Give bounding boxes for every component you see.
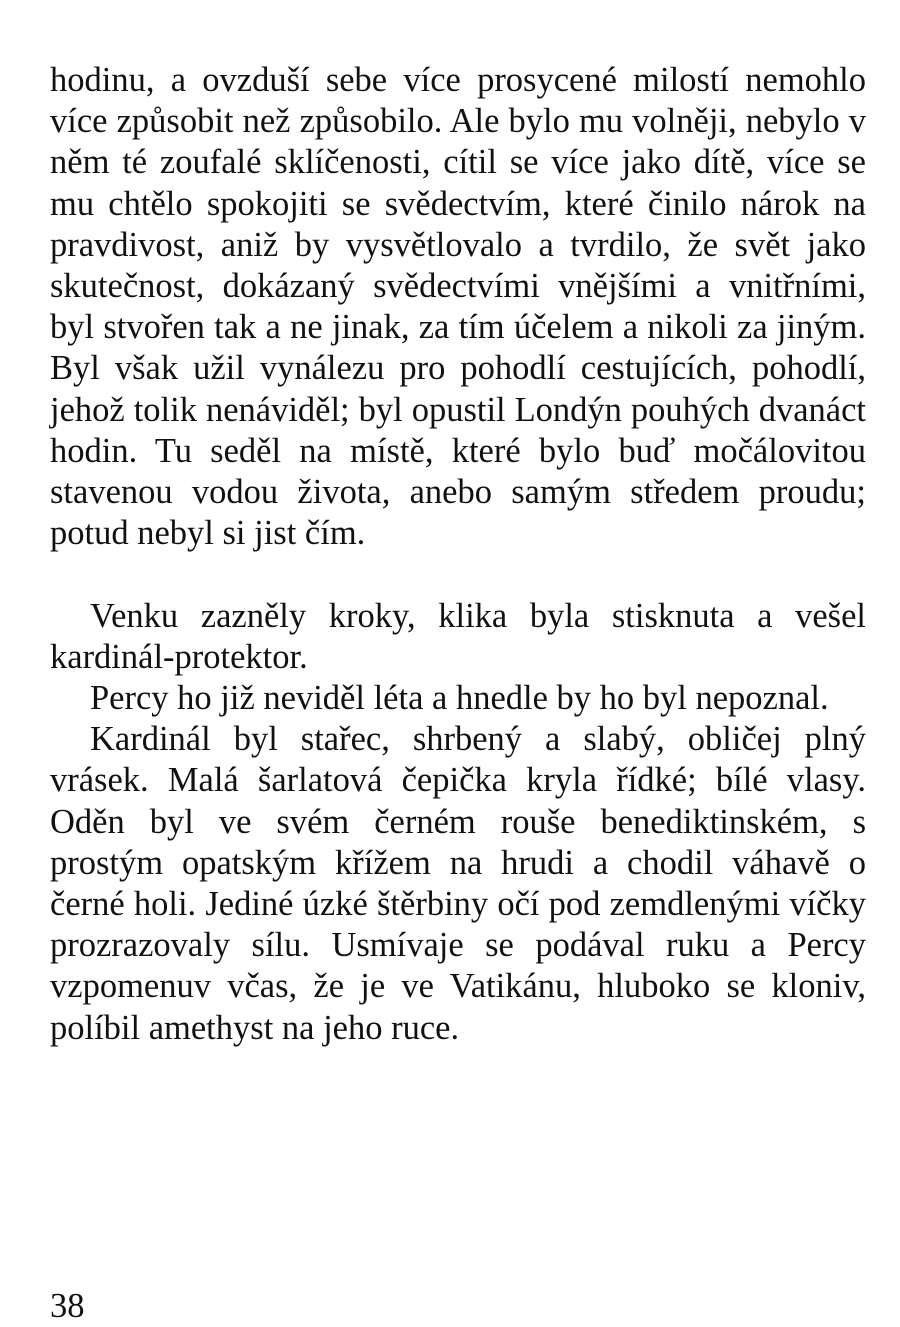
paragraph-2: Venku zazněly kroky, klika byla stisknuta a vešel kardinál-protektor. bbox=[50, 596, 866, 676]
page-body bbox=[50, 60, 866, 1049]
page-number: 38 bbox=[50, 1287, 85, 1325]
paragraph-1: hodinu, a ovzduší sebe více prosycené milostí nemohlo více způsobit než způsobilo. Ale bylo mu volněji, nebylo v něm té zoufalé sklíčenosti, cítil se více jako dítě, více se mu chtělo spokojiti se svědectvím, které činilo nárok na pravdivost, aniž by vysvětlovalo a tvrdilo, že svět jako skutečnost, dokázaný svědectvími vnějšími a vnitřními, byl stvořen tak a ne jinak, za tím účelem a nikoli za jiným. Byl však užil vynálezu pro pohodlí cestujících, pohodlí, jehož tolik nenáviděl; byl opustil Londýn pouhých dvanáct hodin. Tu seděl na místě, které bylo buď močálovitou stavenou vodou života, anebo samým středem proudu; potud nebyl si jist čím. bbox=[50, 61, 866, 553]
paragraph-3: Percy ho již neviděl léta a hnedle by ho byl nepoznal. bbox=[90, 679, 829, 718]
section-gap bbox=[50, 554, 866, 595]
paragraph-4: Kardinál byl stařec, shrbený a slabý, obličej plný vrásek. Malá šarlatová čepička kryla řídké; bílé vlasy. Oděn byl ve svém černém rouše benediktinském, s prostým opatským křížem na hrudi a chodil váhavě o černé holi. Jediné úzké štěrbiny očí pod zemdlenými víčky prozrazovaly sílu. Usmívaje se podával ruku a Percy vzpomenuv včas, že je ve Vatikánu, hluboko se kloniv, políbil amethyst na jeho ruce. bbox=[50, 720, 866, 1047]
